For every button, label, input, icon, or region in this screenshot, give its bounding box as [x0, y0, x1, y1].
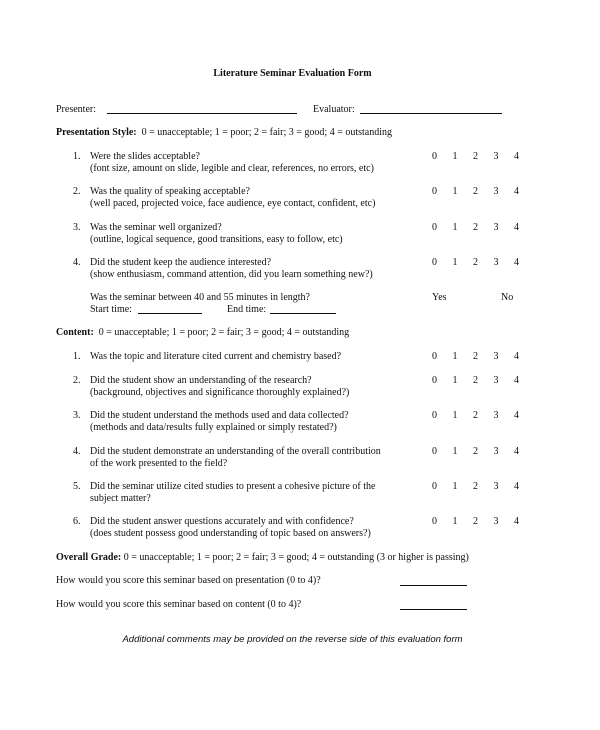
rating-option-0[interactable]: 0 — [432, 257, 437, 268]
question-text: Was the topic and literature cited current and chemistry based? — [90, 351, 342, 362]
rating-option-4[interactable]: 4 — [514, 351, 519, 362]
question-hint: (show enthusiasm, command attention, did you learn something new?) — [90, 269, 373, 280]
rating-option-0[interactable]: 0 — [432, 446, 437, 457]
rating-option-0[interactable]: 0 — [432, 186, 437, 197]
end-time-input[interactable] — [270, 304, 336, 314]
rating-scale — [432, 446, 532, 458]
presenter-input[interactable] — [107, 104, 297, 114]
rating-option-4[interactable]: 4 — [514, 375, 519, 386]
rating-option-4[interactable]: 4 — [514, 222, 519, 233]
footer-note: Additional comments may be provided on the reverse side of this evaluation form — [122, 634, 463, 645]
section-title: Overall Grade: — [56, 552, 122, 563]
rating-option-1[interactable]: 1 — [452, 481, 458, 492]
question-number: 5. — [73, 481, 81, 492]
rating-option-0[interactable]: 0 — [432, 151, 437, 162]
rating-option-3[interactable]: 3 — [493, 410, 499, 421]
question-text: Did the student show an understanding of the research? — [90, 375, 312, 386]
rating-option-1[interactable]: 1 — [452, 222, 458, 233]
question-text: Did the student answer questions accurately and with confidence? — [90, 516, 354, 527]
rating-option-1[interactable]: 1 — [452, 375, 458, 386]
question-text: Did the student demonstrate an understanding of the overall contribution — [90, 446, 381, 457]
start-time-input[interactable] — [138, 304, 202, 314]
start-time-label: Start time: — [90, 304, 132, 315]
rating-option-3[interactable]: 3 — [493, 351, 499, 362]
question-text: Did the seminar utilize cited studies to present a cohesive picture of the — [90, 481, 376, 492]
rating-option-0[interactable]: 0 — [432, 516, 437, 527]
length-no-option[interactable]: No — [501, 292, 514, 303]
question-hint: (well paced, projected voice, face audience, eye contact, confident, etc) — [90, 198, 376, 209]
question-hint: (does student possess good understanding of topic based on answers?) — [90, 528, 371, 539]
question-hint: (background, objectives and significance thoroughly explained?) — [90, 387, 350, 398]
rating-option-2[interactable]: 2 — [473, 257, 478, 268]
rating-option-1[interactable]: 1 — [452, 446, 458, 457]
rating-scale — [432, 222, 532, 234]
presentation-score-input[interactable] — [400, 576, 467, 586]
content-section-heading — [56, 327, 349, 339]
question-hint: subject matter? — [90, 493, 151, 504]
question-number: 3. — [73, 222, 81, 233]
rating-option-0[interactable]: 0 — [432, 375, 437, 386]
question-text: Did the student understand the methods used and data collected? — [90, 410, 349, 421]
scale-legend: 0 = unacceptable; 1 = poor; 2 = fair; 3 = good; 4 = outstanding — [98, 327, 350, 338]
rating-option-3[interactable]: 3 — [493, 257, 499, 268]
rating-scale — [432, 257, 532, 269]
rating-option-2[interactable]: 2 — [473, 222, 478, 233]
rating-option-4[interactable]: 4 — [514, 410, 519, 421]
question-text: Did the student keep the audience interested? — [90, 257, 272, 268]
question-number: 2. — [73, 186, 81, 197]
rating-option-2[interactable]: 2 — [473, 516, 478, 527]
question-text: Were the slides acceptable? — [90, 151, 200, 162]
rating-option-3[interactable]: 3 — [493, 151, 499, 162]
rating-option-2[interactable]: 2 — [473, 375, 478, 386]
rating-option-3[interactable]: 3 — [493, 446, 499, 457]
rating-option-1[interactable]: 1 — [452, 257, 458, 268]
rating-scale — [432, 481, 532, 493]
scale-legend: 0 = unacceptable; 1 = poor; 2 = fair; 3 = good; 4 = outstanding (3 or higher is passing) — [123, 552, 469, 563]
rating-option-2[interactable]: 2 — [473, 446, 478, 457]
rating-option-3[interactable]: 3 — [493, 375, 499, 386]
question-hint: (methods and data/results fully explained or simply restated?) — [90, 422, 337, 433]
question-hint: of the work presented to the field? — [90, 458, 228, 469]
presenter-label: Presenter: — [56, 104, 96, 115]
evaluator-label: Evaluator: — [313, 104, 355, 115]
question-number: 4. — [73, 446, 81, 457]
content-score-input[interactable] — [400, 600, 467, 610]
rating-option-1[interactable]: 1 — [452, 410, 458, 421]
evaluator-input[interactable] — [360, 104, 502, 114]
rating-option-3[interactable]: 3 — [493, 222, 499, 233]
rating-scale — [432, 410, 532, 422]
rating-scale — [432, 151, 532, 163]
rating-scale — [432, 186, 532, 198]
scale-legend: 0 = unacceptable; 1 = poor; 2 = fair; 3 = good; 4 = outstanding — [141, 127, 393, 138]
section-title: Content: — [56, 327, 94, 338]
rating-option-1[interactable]: 1 — [452, 186, 458, 197]
rating-option-4[interactable]: 4 — [514, 481, 519, 492]
rating-option-2[interactable]: 2 — [473, 410, 478, 421]
length-yes-option[interactable]: Yes — [432, 292, 447, 303]
question-number: 1. — [73, 151, 81, 162]
rating-option-4[interactable]: 4 — [514, 446, 519, 457]
rating-option-2[interactable]: 2 — [473, 481, 478, 492]
presentation-score-question: How would you score this seminar based on presentation (0 to 4)? — [56, 575, 321, 586]
overall-grade-heading — [56, 552, 469, 564]
rating-option-4[interactable]: 4 — [514, 151, 519, 162]
rating-option-4[interactable]: 4 — [514, 257, 519, 268]
rating-scale — [432, 351, 532, 363]
content-score-question: How would you score this seminar based on content (0 to 4)? — [56, 599, 302, 610]
rating-option-0[interactable]: 0 — [432, 222, 437, 233]
end-time-label: End time: — [227, 304, 267, 315]
rating-option-0[interactable]: 0 — [432, 351, 437, 362]
presentation-section-heading — [56, 127, 392, 139]
question-text: Was the quality of speaking acceptable? — [90, 186, 250, 197]
rating-option-3[interactable]: 3 — [493, 186, 499, 197]
question-number: 4. — [73, 257, 81, 268]
rating-option-1[interactable]: 1 — [452, 516, 458, 527]
question-number: 2. — [73, 375, 81, 386]
length-question: Was the seminar between 40 and 55 minutes in length? — [90, 292, 310, 303]
question-number: 3. — [73, 410, 81, 421]
rating-option-2[interactable]: 2 — [473, 151, 478, 162]
rating-option-3[interactable]: 3 — [493, 516, 499, 527]
rating-option-0[interactable]: 0 — [432, 481, 437, 492]
rating-option-4[interactable]: 4 — [514, 516, 519, 527]
rating-option-1[interactable]: 1 — [452, 151, 458, 162]
rating-option-0[interactable]: 0 — [432, 410, 437, 421]
rating-scale — [432, 516, 532, 528]
rating-option-1[interactable]: 1 — [452, 351, 458, 362]
question-hint: (font size, amount on slide, legible and clear, references, no errors, etc) — [90, 163, 374, 174]
rating-option-2[interactable]: 2 — [473, 351, 478, 362]
question-hint: (outline, logical sequence, good transitions, easy to follow, etc) — [90, 234, 343, 245]
question-number: 1. — [73, 351, 81, 362]
rating-scale — [432, 375, 532, 387]
section-title: Presentation Style: — [56, 127, 137, 138]
question-number: 6. — [73, 516, 81, 527]
rating-option-3[interactable]: 3 — [493, 481, 499, 492]
form-title: Literature Seminar Evaluation Form — [213, 68, 372, 79]
rating-option-2[interactable]: 2 — [473, 186, 478, 197]
rating-option-4[interactable]: 4 — [514, 186, 519, 197]
question-text: Was the seminar well organized? — [90, 222, 222, 233]
